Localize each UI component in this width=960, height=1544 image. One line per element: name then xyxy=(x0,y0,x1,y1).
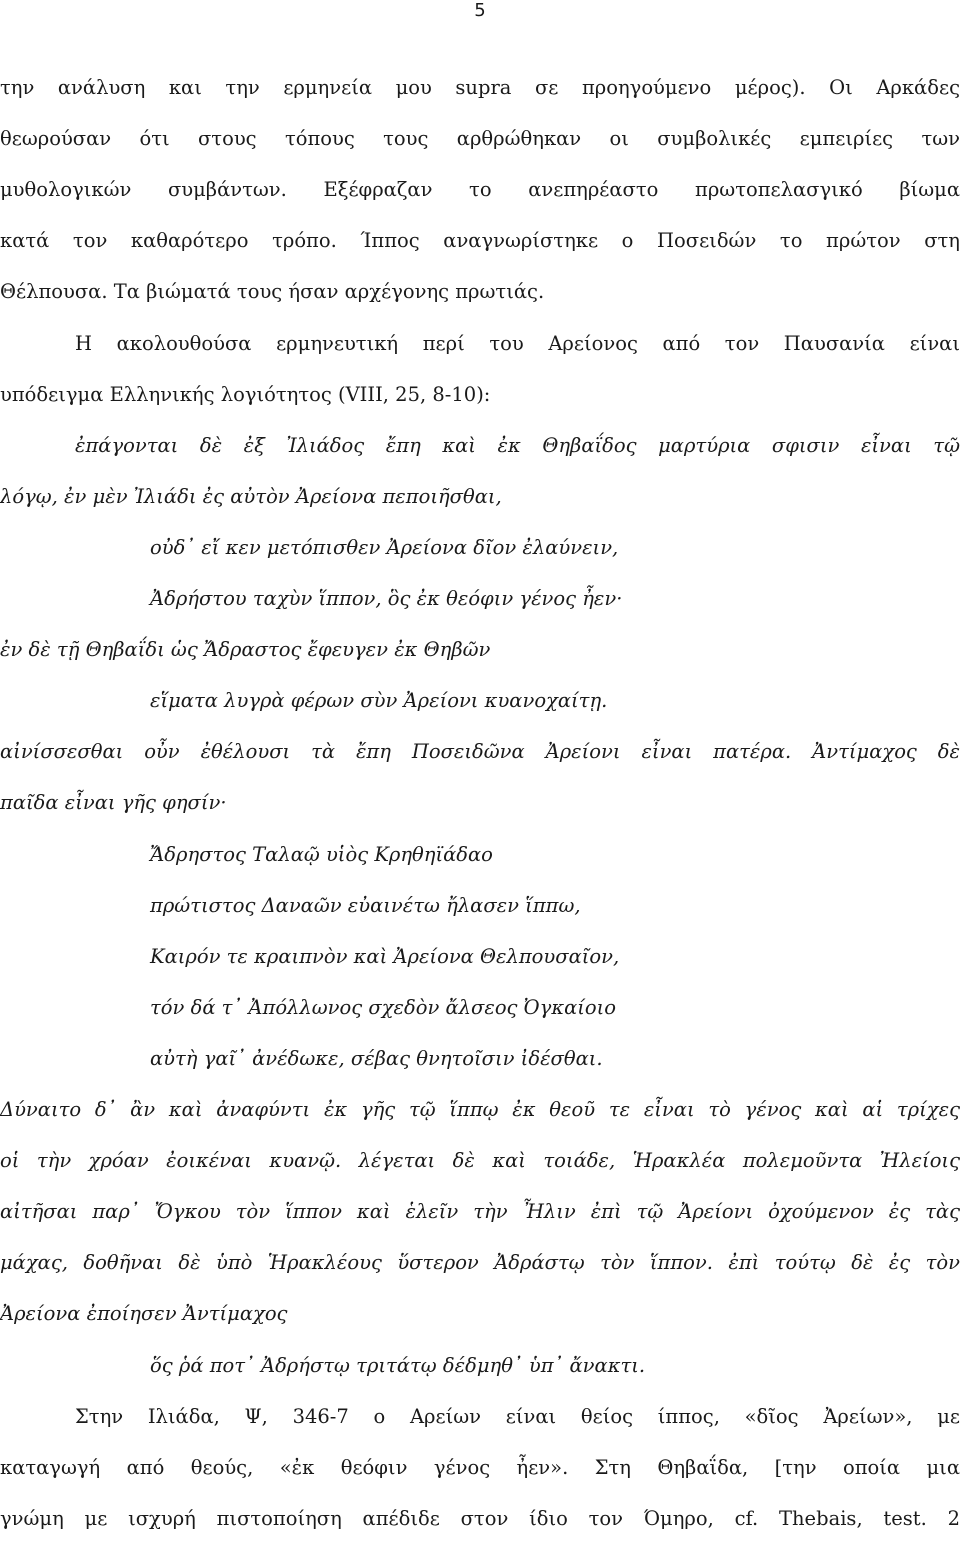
text-line: πρώτιστος Δαναῶν εὐαινέτω ἤλασεν ἵππω, xyxy=(150,894,581,917)
text-line: Θέλπουσα. Τα βιώματά τους ήσαν αρχέγονης πρωτιάς. xyxy=(0,280,545,303)
text-line: τόν δά τ᾽ Ἀπόλλωνος σχεδὸν ἄλσεος Ὀγκαίοιο xyxy=(150,996,617,1019)
text-line: παῖδα εἶναι γῆς φησίν· xyxy=(0,791,227,814)
text-line: Στην Ιλιάδα, Ψ, 346-7 ο Αρείων είναι θείος ίππος, «δῖος Ἀρείων», με xyxy=(75,1405,960,1428)
text-line: οἱ τὴν χρόαν ἐοικέναι κυανῷ. λέγεται δὲ καὶ τοιάδε, Ἡρακλέα πολεμοῦντα Ἠλείοις xyxy=(0,1149,960,1172)
text-line: κατά τον καθαρότερο τρόπο. Ίππος αναγνωρίστηκε ο Ποσειδών το πρώτον στη xyxy=(0,229,960,252)
text-line: Δύναιτο δ᾽ ἂν καὶ ἀναφύντι ἐκ γῆς τῷ ἵππῳ ἐκ θεοῦ τε εἶναι τὸ γένος καὶ αἱ τρίχες xyxy=(0,1098,960,1121)
page-number: 5 xyxy=(474,0,486,21)
text-line: υπόδειγμα Ελληνικής λογιότητος (VIII, 25, 8-10): xyxy=(0,383,491,406)
text-line: μάχας, δοθῆναι δὲ ὑπὸ Ἡρακλέους ὕστερον Ἀδράστῳ τὸν ἵππον. ἐπὶ τούτῳ δὲ ἐς τὸν xyxy=(0,1251,960,1274)
text-line: θεωρούσαν ότι στους τόπους τους αρθρώθηκαν οι συμβολικές εμπειρίες των xyxy=(0,127,960,150)
text-line: αἰνίσσεσθαι οὖν ἐθέλουσι τὰ ἔπη Ποσειδῶνα Ἀρείονι εἶναι πατέρα. Ἀντίμαχος δὲ xyxy=(0,740,960,763)
text-line: Ἀδρήστου ταχὺν ἵππον, ὃς ἐκ θεόφιν γένος ἦεν· xyxy=(150,587,623,610)
text-line: εἵματα λυγρὰ φέρων σὺν Ἀρείονι κυανοχαίτῃ. xyxy=(150,689,608,712)
text-line: γνώμη με ισχυρή πιστοποίηση απέδιδε στον ίδιο τον Όμηρο, cf. Thebais, test. 2 xyxy=(0,1507,960,1530)
text-line: οὐδ᾽ εἴ κεν μετόπισθεν Ἀρείονα δῖον ἐλαύνειν, xyxy=(150,536,619,559)
text-line: καταγωγή από θεούς, «ἐκ θεόφιν γένος ἦεν». Στη Θηβαΐδα, [την οποία μια xyxy=(0,1456,960,1479)
text-line: την ανάλυση και την ερμηνεία μου supra σε προηγούμενο μέρος). Οι Αρκάδες xyxy=(0,76,960,99)
text-line: ἐν δὲ τῇ Θηβαΐδι ὡς Ἄδραστος ἔφευγεν ἐκ Θηβῶν xyxy=(0,638,491,661)
text-line: Ἀρείονα ἐποίησεν Ἀντίμαχος xyxy=(0,1302,288,1325)
text-line: ἐπάγονται δὲ ἐξ Ἰλιάδος ἔπη καὶ ἐκ Θηβαΐδος μαρτύρια σφισιν εἶναι τῷ xyxy=(75,434,960,457)
text-line: Καιρόν τε κραιπνὸν καὶ Ἀρείονα Θελπουσαῖον, xyxy=(150,945,620,968)
text-line: αὐτὴ γαῖ᾽ ἀνέδωκε, σέβας θνητοῖσιν ἰδέσθαι. xyxy=(150,1047,603,1070)
text-line: Η ακολουθούσα ερμηνευτική περί του Αρείονος από τον Παυσανία είναι xyxy=(75,332,960,355)
text-line: ὅς ῥά ποτ᾽ Ἀδρήστῳ τριτάτῳ δέδμηθ᾽ ὑπ᾽ ἄνακτι. xyxy=(150,1354,646,1377)
text-line: μυθολογικών συμβάντων. Εξέφραζαν το ανεπηρέαστο πρωτοπελασγικό βίωμα xyxy=(0,178,960,201)
text-line: Ἄδρηστος Ταλαῷ υἱὸς Κρηθηϊάδαο xyxy=(150,843,493,866)
text-line: αἰτῆσαι παρ᾽ Ὄγκου τὸν ἵππον καὶ ἑλεῖν τὴν Ἦλιν ἐπὶ τῷ Ἀρείονι ὀχούμενον ἐς τὰς xyxy=(0,1200,960,1223)
text-line: λόγῳ, ἐν μὲν Ἰλιάδι ἐς αὐτὸν Ἀρείονα πεποιῆσθαι, xyxy=(0,485,502,508)
